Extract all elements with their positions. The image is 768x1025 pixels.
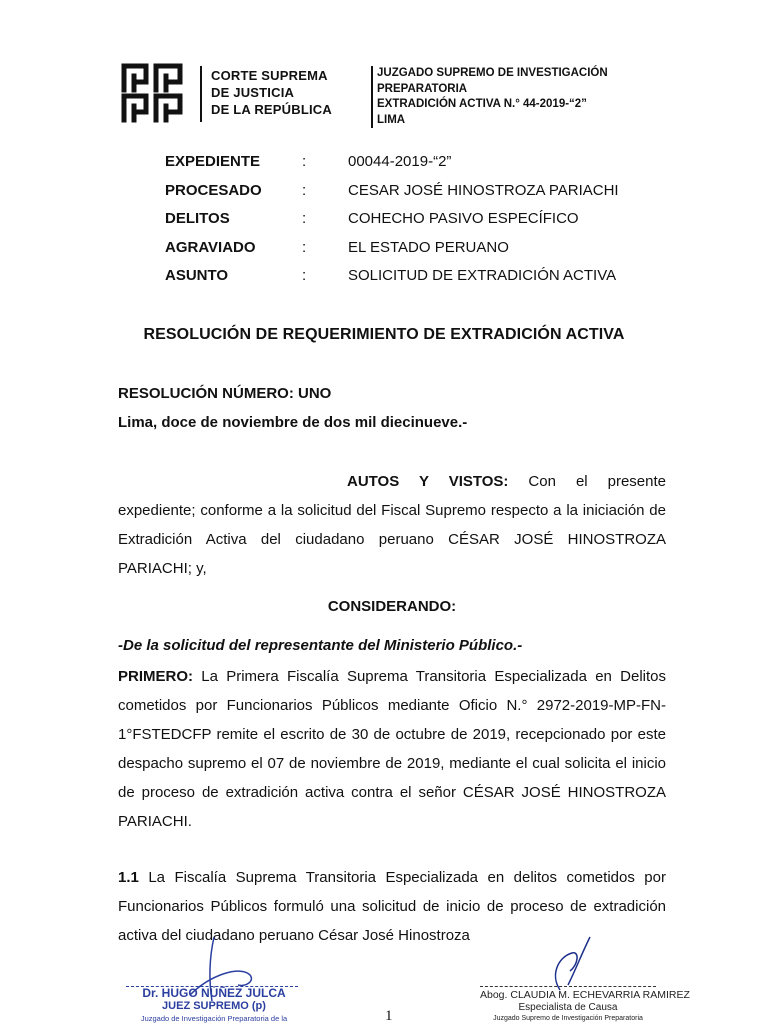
primero-paragraph: [118, 662, 666, 836]
right-signer-office: Juzgado Supremo de Investigación Preparatoria: [493, 1015, 643, 1022]
right-signer-role: Especialista de Causa: [518, 1002, 618, 1013]
left-signer-office: Juzgado de Investigación Preparatoria de la: [140, 1014, 288, 1023]
case-info-label: EXPEDIENTE: [165, 153, 261, 170]
right-signature-stamp: [480, 989, 690, 1024]
resolution-date: Lima, doce de noviembre de dos mil diecinueve.-: [118, 414, 468, 431]
case-reference-line: EXTRADICIÓN ACTIVA N.° 44-2019-“2”: [377, 98, 587, 110]
case-reference-line: LIMA: [377, 113, 406, 126]
case-reference: [371, 66, 608, 128]
case-info-separator: :: [302, 267, 307, 284]
court-name-line: DE JUSTICIA: [211, 85, 295, 100]
resolution-number: RESOLUCIÓN NÚMERO: UNO: [118, 385, 332, 402]
case-info-separator: :: [302, 153, 307, 170]
autos-y-vistos-paragraph: [118, 467, 666, 583]
case-info-value: CESAR JOSÉ HINOSTROZA PARIACHI: [348, 181, 619, 199]
right-signature-line: [480, 986, 656, 987]
court-name-line: DE LA REPÚBLICA: [211, 102, 332, 117]
case-reference-line: PREPARATORIA: [377, 82, 468, 95]
right-signer-name: Abog. CLAUDIA M. ECHEVARRIA RAMIREZ: [480, 989, 690, 1001]
case-info-label: ASUNTO: [165, 267, 229, 284]
primero-text: La Primera Fiscalía Suprema Transitoria Especializada en Delitos cometidos por Funcionarios Públicos mediante Oficio N.° 2972-2019-MP-FN-1°FSTEDCFP remite el escrito de 30 de octubre de 2019, recepcionado por este despacho supremo el 07 de noviembre de 2019, mediante el cual solicita el inicio de proceso de extradición activa contra el señor CÉSAR JOSÉ HINOSTROZA PARIACHI.: [118, 668, 666, 830]
case-info-value: 00044-2019-“2”: [348, 153, 452, 170]
case-info-value: EL ESTADO PERUANO: [348, 238, 509, 256]
paragraph-1-1-number: 1.1: [118, 869, 139, 886]
case-info-label: PROCESADO: [165, 181, 262, 199]
case-reference-line: JUZGADO SUPREMO DE INVESTIGACIÓN: [377, 67, 608, 79]
autos-y-vistos-text: Con el presente expediente; conforme a la solicitud del Fiscal Supremo respecto a la iniciación de Extradición Activa del ciudadano peruano CÉSAR JOSÉ HINOSTROZA PARIACHI; y,: [118, 473, 666, 577]
autos-y-vistos-heading: AUTOS Y VISTOS:: [347, 473, 509, 490]
paragraph-1-1-text: La Fiscalía Suprema Transitoria Especializada en delitos cometidos por Funcionarios Públicos formuló una solicitud de inicio de proceso de extradición activa del ciudadano peruano César José Hinostroza: [118, 869, 666, 944]
resolution-title: RESOLUCIÓN DE REQUERIMIENTO DE EXTRADICIÓN ACTIVA: [143, 326, 625, 343]
court-name-line: CORTE SUPREMA: [211, 68, 328, 83]
left-signature-stamp: [128, 986, 300, 1024]
case-info-value: COHECHO PASIVO ESPECÍFICO: [348, 210, 579, 227]
header-divider: [200, 66, 202, 122]
case-info-separator: :: [302, 238, 307, 256]
page-number: 1: [385, 1008, 393, 1024]
primero-heading: PRIMERO:: [118, 668, 193, 685]
judiciary-logo: [120, 62, 186, 124]
court-name: [211, 67, 332, 118]
case-info-label: DELITOS: [165, 210, 230, 227]
case-info-separator: :: [302, 181, 307, 199]
considerando-heading: CONSIDERANDO:: [327, 598, 457, 615]
case-info-label: AGRAVIADO: [165, 238, 256, 256]
case-info-separator: :: [302, 210, 307, 227]
section-subheading: -De la solicitud del representante del Ministerio Público.-: [118, 637, 523, 654]
left-signer-role: JUEZ SUPREMO (p): [162, 1000, 266, 1012]
case-info-value: SOLICITUD DE EXTRADICIÓN ACTIVA: [348, 267, 617, 284]
left-signer-name: Dr. HUGO NÚÑEZ JULCA: [142, 986, 286, 1000]
